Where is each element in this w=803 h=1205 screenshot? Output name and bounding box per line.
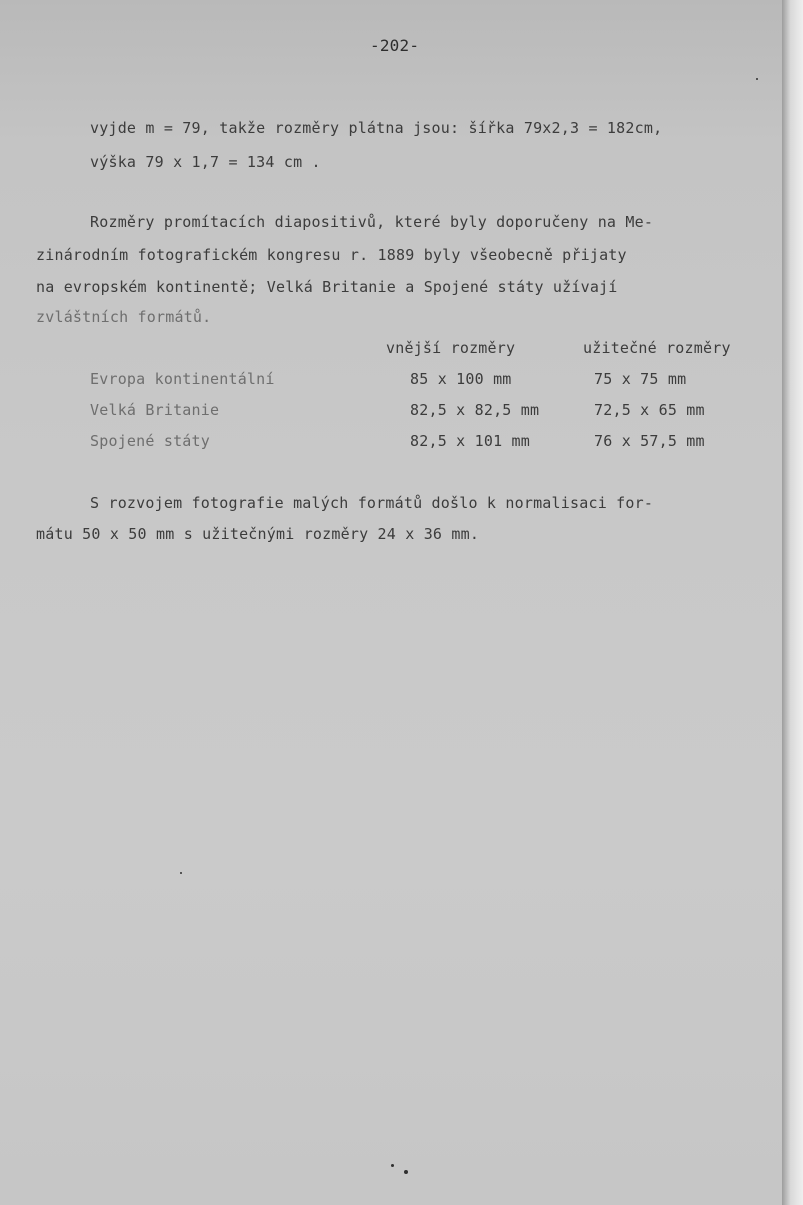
- table-row-outer: 82,5 x 82,5 mm: [410, 401, 540, 419]
- paragraph-1-line-1: vyjde m = 79, takže rozměry plátna jsou: šířka 79x2,3 = 182cm,: [90, 119, 663, 137]
- table-row-outer: 85 x 100 mm: [410, 370, 512, 388]
- paragraph-2-line-2: zinárodním fotografickém kongresu r. 1889 byly všeobecně přijaty: [36, 246, 627, 264]
- table-header-outer-dimensions: vnější rozměry: [386, 339, 516, 357]
- table-row-label: Velká Britanie: [90, 401, 220, 419]
- page-edge: [782, 0, 803, 1205]
- paragraph-3-line-1: S rozvojem fotografie malých formátů došlo k normalisaci for-: [90, 494, 654, 512]
- paragraph-2-line-1: Rozměry promítacích diapositivů, které byly doporučeny na Me-: [90, 213, 654, 231]
- table-header-useful-dimensions: užitečné rozměry: [583, 339, 731, 357]
- paragraph-1-line-2: výška 79 x 1,7 = 134 cm .: [90, 153, 321, 171]
- page-number: -202-: [370, 36, 420, 55]
- paragraph-2-line-4: zvláštních formátů.: [36, 308, 212, 326]
- paragraph-3-line-2: mátu 50 x 50 mm s užitečnými rozměry 24 x 36 mm.: [36, 525, 480, 543]
- table-row-useful: 72,5 x 65 mm: [594, 401, 705, 419]
- table-row-useful: 76 x 57,5 mm: [594, 432, 705, 450]
- paragraph-2-line-3: na evropském kontinentě; Velká Britanie a Spojené státy užívají: [36, 278, 618, 296]
- paper-speck: [180, 872, 182, 874]
- paper-speck: [404, 1170, 408, 1174]
- table-row-label: Spojené státy: [90, 432, 210, 450]
- table-row-useful: 75 x 75 mm: [594, 370, 687, 388]
- table-row-label: Evropa kontinentální: [90, 370, 275, 388]
- table-row-outer: 82,5 x 101 mm: [410, 432, 530, 450]
- paper-speck: [756, 78, 758, 80]
- paper-speck: [391, 1164, 394, 1167]
